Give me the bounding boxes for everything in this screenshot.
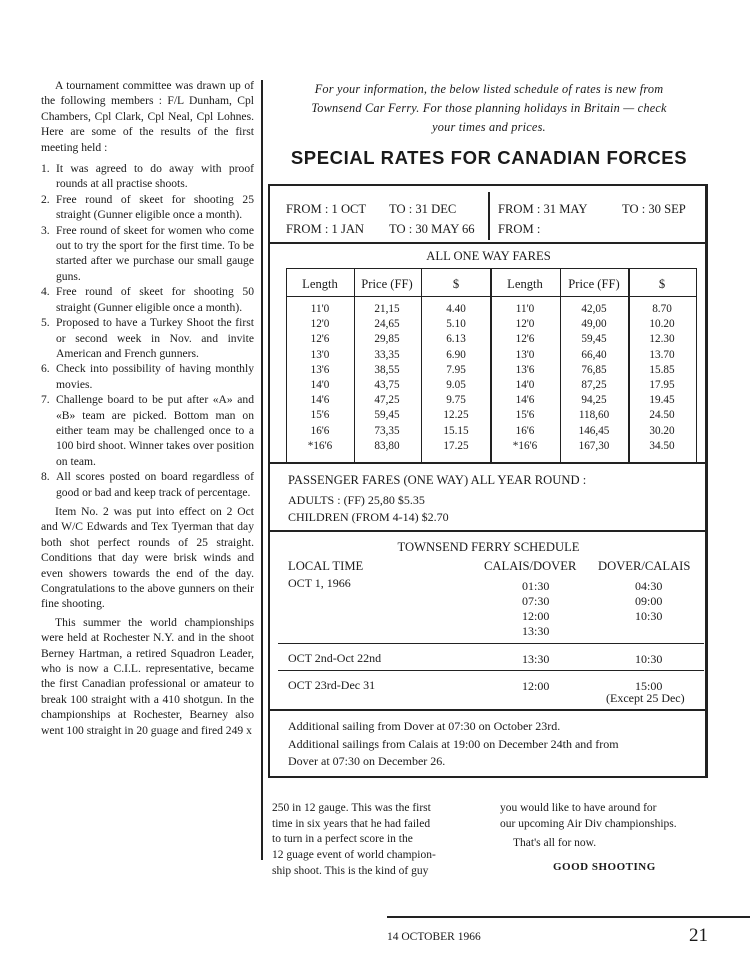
- schedule-row-rule: [278, 670, 704, 671]
- fare-cell: 13.70: [649, 348, 675, 361]
- schedule-row-label: OCT 23rd-Dec 31: [288, 678, 376, 692]
- period-to-dec: TO : 31 DEC: [389, 202, 457, 216]
- column-divider: [261, 80, 263, 860]
- issue-date: 14 OCTOBER 1966: [387, 931, 481, 943]
- fares-title: ALL ONE WAY FARES: [426, 249, 551, 263]
- footer-rule: [387, 916, 750, 918]
- fare-cell: 73,35: [374, 424, 400, 437]
- fare-cell: 38,55: [374, 363, 400, 376]
- fare-cell: 11'0: [310, 303, 330, 315]
- period-from-jan: FROM : 1 JAN: [286, 222, 365, 236]
- list-item: 5. Proposed to have a Turkey Shoot the first or second week in Nov. and invite American and French gunners.: [41, 316, 254, 360]
- list-item: 3. Free round of skeet for women who come out to try the sport for the first time. To be started after we purchase our small gauge guns.: [41, 223, 254, 283]
- list-item: 4. Free round of skeet for shooting 50 straight (Gunner eligible once a month).: [41, 285, 254, 314]
- schedule-row-rule: [278, 643, 704, 644]
- child-fare: CHILDREN (FROM 4-14) $2.70: [288, 510, 449, 524]
- fare-cell: 15'6: [310, 409, 330, 422]
- schedule-row-label: OCT 2nd-Oct 22nd: [288, 651, 382, 665]
- fare-cell: 24.50: [649, 409, 675, 422]
- fare-cell: 9.75: [446, 394, 466, 407]
- fare-cell: 13'6: [310, 363, 330, 376]
- divider: [270, 462, 707, 464]
- schedule-note: (Except 25 Dec): [606, 691, 685, 705]
- schedule-time: 01:30: [522, 579, 550, 593]
- fare-cell: 19.45: [649, 394, 675, 407]
- schedule-time: 04:30: [635, 579, 663, 593]
- fare-column-header: Length: [302, 277, 338, 291]
- period-from-may: FROM : 31 MAY: [498, 202, 588, 216]
- period-from-oct: FROM : 1 OCT: [286, 202, 367, 216]
- period-to-may: TO : 30 MAY 66: [389, 222, 475, 236]
- page-number: 21: [689, 925, 708, 946]
- fare-cell: 7.95: [446, 363, 466, 376]
- period-to-sep: TO : 30 SEP: [622, 202, 686, 216]
- fare-column-header: Length: [507, 277, 543, 291]
- right-column: you would like to have around for our upcoming Air Div championships.: [500, 802, 677, 830]
- fare-cell: 13'0: [310, 348, 330, 361]
- championship-paragraph: This summer the world championships were held at Rochester N.Y. and in the shoot Berney Hartman, a retired Squadron Leader, who is now a C.I.L. representative, became the first Canadian professional or amateur to break 100 straight with a 410 shotgun. In the championships at Rochester, Bearney also went 100 straight in 20 guage and fired 249 x: [41, 615, 254, 737]
- fare-cell: 14'0: [515, 379, 535, 391]
- rates-box: [268, 184, 708, 778]
- schedule-time: 12:00: [522, 679, 550, 693]
- fare-cell: 6.13: [446, 333, 466, 346]
- fare-cell: 12'6: [310, 333, 330, 346]
- fare-column-header: Price (FF): [568, 277, 620, 291]
- fare-cell: 43,75: [374, 379, 400, 391]
- fare-cell: 33,35: [374, 348, 400, 361]
- fare-column-header: $: [658, 277, 666, 291]
- fare-cell: 17.25: [443, 439, 469, 452]
- dover-calais-header: DOVER/CALAIS: [598, 559, 691, 573]
- schedule-time: 13:30: [522, 624, 550, 638]
- fare-cell: 4.40: [446, 303, 466, 315]
- fare-cell: 16'6: [515, 424, 535, 437]
- results-list: [41, 161, 254, 500]
- schedule-time: 10:30: [635, 609, 663, 623]
- middle-column: 250 in 12 gauge. This was the first time in six years that he had failed to turn in a perfect score in the 12 guage event of world champion- ship shoot. This is the kind of guy: [272, 802, 436, 877]
- fare-column-header: $: [452, 277, 460, 291]
- fare-cell: 34.50: [649, 439, 675, 452]
- fare-cell: *16'6: [307, 439, 333, 452]
- fare-cell: *16'6: [512, 439, 538, 452]
- list-item: 1. It was agreed to do away with proof rounds at all practise shoots.: [41, 162, 254, 191]
- schedule-time: 13:30: [522, 652, 550, 666]
- list-item: 8. All scores posted on board regardless of good or bad and keep track of percentage.: [41, 470, 254, 499]
- fare-cell: 21,15: [374, 303, 400, 315]
- signoff: GOOD SHOOTING: [553, 861, 656, 873]
- schedule-time: 07:30: [522, 594, 550, 608]
- divider: [270, 530, 707, 532]
- fare-cell: 87,25: [581, 379, 607, 391]
- intro-paragraph: A tournament committee was drawn up of the following members : F/L Dunham, Cpl Chambers, Cpl Clark, Cpl Neal, Cpl Lohnes. Here are some of the results of the first meeting held :: [41, 79, 254, 154]
- fare-cell: 83,80: [374, 439, 400, 452]
- passenger-title: PASSENGER FARES (ONE WAY) ALL YEAR ROUND :: [288, 473, 587, 487]
- fare-cell: 59,45: [374, 409, 400, 422]
- fare-cell: 17.95: [649, 379, 675, 391]
- headline: SPECIAL RATES FOR CANADIAN FORCES: [290, 147, 688, 168]
- fare-cell: 49,00: [581, 318, 607, 331]
- fare-cell: 5.10: [446, 318, 466, 331]
- calais-dover-header: CALAIS/DOVER: [484, 559, 577, 573]
- schedule-time: 12:00: [522, 609, 550, 623]
- fare-cell: 9.05: [446, 379, 466, 391]
- left-column: [41, 78, 254, 738]
- fare-cell: 15'6: [515, 409, 535, 422]
- schedule-time: 09:00: [635, 594, 663, 608]
- fare-cell: 29,85: [374, 333, 400, 346]
- closing-line: That's all for now.: [513, 837, 597, 849]
- schedule-time: 10:30: [635, 652, 663, 666]
- fare-cell: 15.85: [649, 363, 675, 376]
- schedule-title: TOWNSEND FERRY SCHEDULE: [397, 540, 580, 554]
- fare-cell: 8.70: [652, 303, 672, 315]
- fare-cell: 146,45: [578, 424, 610, 437]
- fare-cell: 12'6: [515, 333, 535, 346]
- fare-cell: 12'0: [515, 318, 535, 331]
- fare-cell: 14'0: [310, 379, 330, 391]
- divider: [270, 709, 707, 711]
- fare-cell: 13'0: [515, 348, 535, 361]
- info-note: For your information, the below listed schedule of rates is new from Townsend Car Ferry. For those planning holidays in Britain — check your times and prices.: [311, 82, 667, 134]
- period-from-blank: FROM :: [498, 222, 541, 236]
- adult-fare: ADULTS : (FF) 25,80 $5.35: [288, 493, 425, 507]
- fare-cell: 59,45: [581, 333, 607, 346]
- fare-cell: 76,85: [581, 363, 607, 376]
- divider: [270, 242, 707, 244]
- fare-cell: 11'0: [515, 303, 535, 315]
- local-time-header: LOCAL TIME: [288, 559, 364, 573]
- fare-column-header: Price (FF): [361, 277, 413, 291]
- fare-cell: 12'0: [310, 318, 330, 331]
- fare-cell: 12.30: [649, 333, 675, 346]
- fare-cell: 118,60: [578, 409, 610, 422]
- fare-cell: 42,05: [581, 303, 607, 315]
- fare-cell: 14'6: [310, 394, 330, 407]
- fare-cell: 15.15: [443, 424, 469, 437]
- fare-cell: 12.25: [443, 409, 469, 422]
- schedule-row-label: OCT 1, 1966: [288, 576, 351, 590]
- fare-cell: 16'6: [310, 424, 330, 437]
- fare-cell: 47,25: [374, 394, 400, 407]
- additional-line: Additional sailings from Calais at 19:00 on December 24th and from: [288, 737, 619, 751]
- item-two-paragraph: Item No. 2 was put into effect on 2 Oct and W/C Edwards and Tex Tyerman that day both shot perfect rounds of 25 straight. Conditions that day were brisk winds and even showers towards the end of the day. Congratulations to the above gunners on their fine shooting.: [41, 504, 254, 611]
- additional-line: Dover at 07:30 on December 26.: [288, 754, 446, 768]
- list-item: 6. Check into possibility of having monthly movies.: [41, 362, 254, 391]
- fare-cell: 94,25: [581, 394, 607, 407]
- schedule-time: 15:00: [635, 679, 663, 693]
- fare-cell: 66,40: [581, 348, 607, 361]
- fare-cell: 6.90: [446, 348, 466, 361]
- fare-cell: 30.20: [649, 424, 675, 437]
- fare-cell: 13'6: [515, 363, 535, 376]
- additional-line: Additional sailing from Dover at 07:30 on October 23rd.: [288, 719, 561, 733]
- fare-cell: 10.20: [649, 318, 675, 331]
- list-item: 7. Challenge board to be put after «A» and «B» team are picked. Bottom man on either team may be challenged once to a 100 bird shoot. Winner takes over position on team.: [41, 393, 254, 468]
- list-item: 2. Free round of skeet for shooting 25 straight (Gunner eligible once a month).: [41, 192, 254, 222]
- fare-cell: 14'6: [515, 394, 535, 407]
- fare-cell: 167,30: [578, 439, 610, 452]
- fare-cell: 24,65: [374, 318, 400, 331]
- period-divider: [488, 192, 490, 240]
